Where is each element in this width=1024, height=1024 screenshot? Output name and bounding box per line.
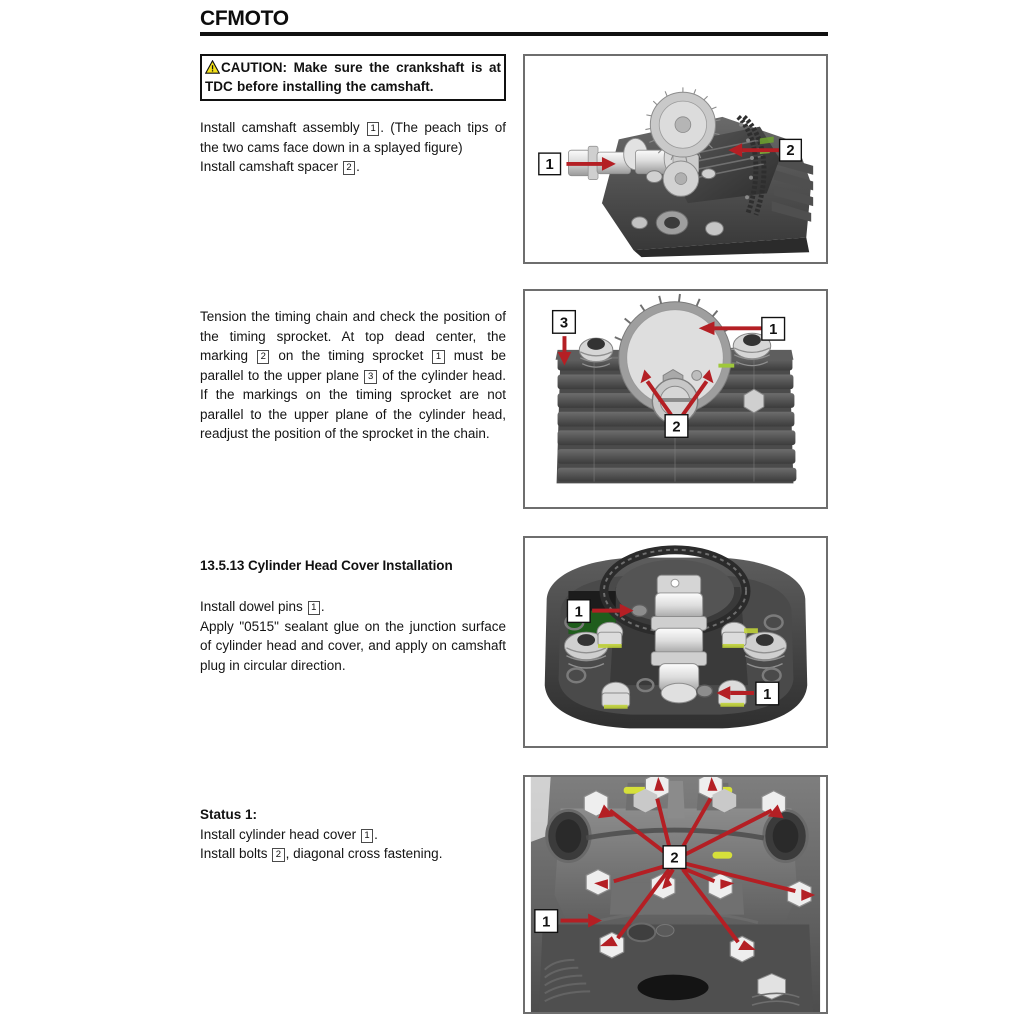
paragraph-tension-timing-chain	[200, 307, 506, 444]
spacer	[200, 575, 506, 597]
paragraph-install-dowel-pins	[200, 597, 506, 617]
text-block-status-1	[200, 805, 506, 864]
caution-message: CAUTION: Make sure the crankshaft is at TDC before installing the camshaft.	[205, 60, 501, 94]
text-run: Install camshaft assembly	[200, 120, 366, 135]
ref-chip: 2	[257, 350, 269, 364]
text-run: Tension the timing chain and check the position of the timing sprocket. At top dead center, the marking	[200, 309, 506, 363]
header-divider	[200, 32, 828, 36]
text-run: Install dowel pins	[200, 599, 307, 614]
text-run: .	[356, 159, 360, 174]
caution-box	[200, 54, 506, 101]
text-run: on the timing sprocket	[270, 348, 432, 363]
figure-image	[525, 538, 826, 746]
text-block-camshaft	[200, 118, 506, 177]
ref-chip: 1	[361, 829, 373, 843]
svg-text:1: 1	[769, 322, 778, 339]
svg-text:2: 2	[786, 143, 795, 160]
ref-chip: 2	[343, 161, 355, 175]
paragraph-install-bolts	[200, 844, 506, 864]
text-run: Install cylinder head cover	[200, 826, 360, 842]
paragraph-install-camshaft-assembly	[200, 118, 506, 157]
figure-image	[525, 777, 826, 1012]
caution-text	[205, 58, 501, 96]
ref-chip: 1	[308, 601, 320, 615]
ref-chip: 3	[364, 370, 376, 384]
page-header	[200, 8, 828, 36]
text-run: of the cylinder head. If the markings on the timing sprocket are not parallel to the upper plane of the cylinder head, readjust the position of the sprocket in the chain.	[200, 367, 506, 441]
svg-text:1: 1	[763, 686, 772, 703]
text-run: , diagonal cross fastening.	[285, 846, 443, 861]
svg-text:1: 1	[574, 604, 583, 621]
text-run: must be parallel to the upper plane	[200, 348, 506, 383]
text-run: Apply "0515" sealant glue on the junction surface of cylinder head and cover, and apply on camshaft plug in circular direction.	[200, 618, 506, 673]
text-run: Install bolts	[200, 846, 272, 861]
svg-text:2: 2	[670, 850, 679, 867]
ref-chip: 2	[272, 848, 284, 862]
paragraph-install-cover	[200, 825, 506, 845]
svg-text:3: 3	[559, 315, 569, 332]
text-run: .	[374, 826, 378, 842]
section-heading: 13.5.13 Cylinder Head Cover Installation	[200, 558, 453, 573]
svg-text:2: 2	[672, 419, 681, 436]
figure-timing-sprocket	[523, 289, 828, 509]
figure-image	[525, 56, 826, 262]
status-heading: Status 1:	[200, 807, 258, 822]
figure-image	[525, 291, 826, 507]
figure-cover-bolts	[523, 775, 828, 1014]
text-run: . (The peach tips of the two cams face down in a splayed figure)	[200, 120, 506, 155]
figure-camshaft-assembly	[523, 54, 828, 264]
paragraph-install-camshaft-spacer	[200, 157, 506, 177]
ref-chip: 1	[432, 350, 444, 364]
text-run: Install camshaft spacer	[200, 159, 342, 174]
ref-chip: 1	[367, 122, 379, 136]
text-run: .	[320, 599, 325, 614]
svg-text:1: 1	[545, 156, 554, 173]
svg-text:1: 1	[542, 914, 551, 931]
figure-dowel-pins	[523, 536, 828, 748]
text-block-timing-chain	[200, 307, 506, 444]
text-block-cover-installation	[200, 556, 506, 675]
warning-triangle-icon	[205, 60, 220, 74]
page-title: CFMOTO	[200, 7, 289, 30]
paragraph-apply-sealant	[200, 617, 506, 676]
